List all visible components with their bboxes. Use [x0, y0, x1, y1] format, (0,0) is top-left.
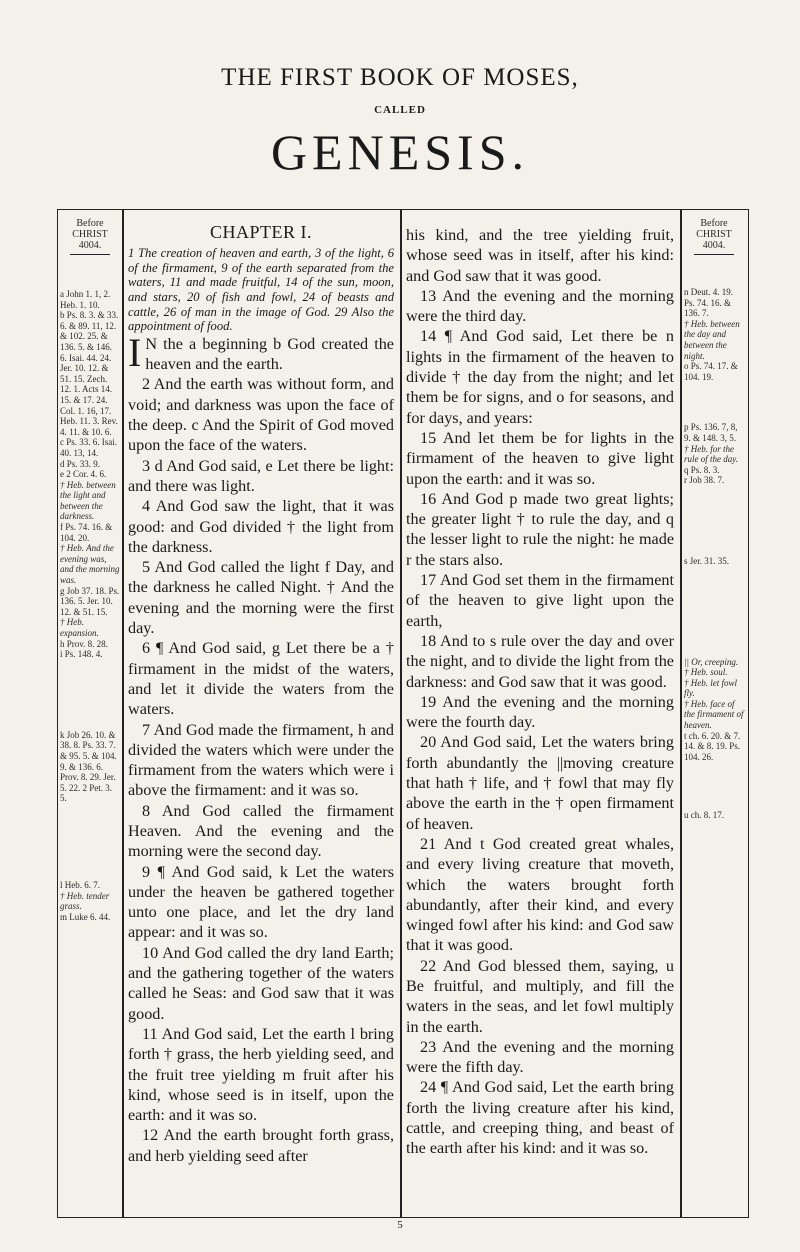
chapter-title: CHAPTER I.	[209, 222, 312, 242]
chapter-summary: 1 The creation of heaven and earth, 3 of the light, 6 of the firmament, 9 of the earth separated from the waters, 11 and made fruitful, 14 of the sun, moon, and stars, 20 of fish and fowl, 24 of beasts and cattle, 26 of man in the image of God. 29 Also the appointment of food.	[128, 246, 394, 334]
margin-ref: m Luke 6. 44.	[60, 911, 111, 922]
verse: 12 And the earth brought forth grass, and herb yielding seed after	[128, 1126, 394, 1165]
right-margin-notes	[684, 214, 744, 821]
margin-ref: p Ps. 136. 7, 8, 9. & 148. 3, 5.	[684, 422, 738, 443]
genesis-heading: GENESIS.	[270, 124, 530, 180]
verse: 24 ¶ And God said, Let the earth bring forth the living creature after his kind, cattle, and creeping thing, and beast of the earth after his kind: and it was so.	[406, 1078, 674, 1158]
margin-ref: i Ps. 148. 4.	[60, 649, 103, 660]
verse: 10 And God called the dry land Earth; and the gathering together of the waters called he Seas: and God saw that it was good.	[128, 943, 394, 1023]
called-label: CALLED	[374, 104, 426, 116]
margin-ref: † Heb. And the evening was, and the morning was.	[60, 543, 120, 586]
margin-ref: g Job 37. 18. Ps. 136. 5. Jer. 10. 12. & 51. 15.	[60, 585, 120, 617]
margin-ref: † Heb. face of the firmament of heaven.	[684, 698, 744, 731]
verse: 11 And God said, Let the earth l bring forth † grass, the herb yielding seed, and the fruit tree yielding m fruit after his kind, whose seed is in itself, upon the earth: and it was so.	[128, 1024, 394, 1125]
verse: 3 d And God said, e Let there be light: and there was light.	[128, 456, 394, 495]
margin-ref: † Heb. between the day and between the night.	[684, 318, 740, 361]
margin-ref: d Ps. 33. 9.	[60, 458, 101, 469]
column-divider	[400, 209, 402, 1218]
margin-ref: q Ps. 8. 3.	[684, 464, 720, 475]
right-margin-date: Before CHRIST 4004.	[684, 218, 744, 255]
verse: 6 ¶ And God said, g Let there be a † firmament in the midst of the waters, and let it divide the waters from the waters.	[128, 639, 394, 719]
verse: 15 And let them be for lights in the firmament of the heaven to give light upon the earth: and it was so.	[406, 428, 674, 488]
verse: 21 And t God created great whales, and every living creature that moveth, which the waters brought forth abundantly, after their kind, and every winged fowl after his kind: and God saw that it was good.	[406, 834, 674, 955]
left-margin-divider	[122, 209, 124, 1218]
page-number: 5	[397, 1219, 403, 1231]
right-text-column	[406, 225, 674, 1159]
verse: 8 And God called the firmament Heaven. And the evening and the morning were the second day.	[128, 801, 394, 861]
margin-ref: l Heb. 6. 7.	[60, 879, 100, 890]
margin-ref: t ch. 6. 20. & 7. 14. & 8. 19. Ps. 104. 26.	[684, 730, 741, 762]
verse: 23 And the evening and the morning were the fifth day.	[406, 1037, 674, 1077]
verse: 7 And God made the firmament, h and divided the waters which were under the firmament from the waters which were i above the firmament: and it was so.	[128, 720, 394, 800]
verse: 16 And God p made two great lights; the greater light † to rule the day, and q the lesser light to rule the night: he made r the stars also.	[406, 489, 674, 569]
margin-ref: † Heb. let fowl fly.	[684, 677, 737, 699]
verse: 22 And God blessed them, saying, u Be fruitful, and multiply, and fill the waters in the seas, and let fowl multiply in the earth.	[406, 956, 674, 1036]
margin-ref: s Jer. 31. 35.	[684, 555, 729, 566]
margin-ref: † Heb. between the light and between the darkness.	[60, 479, 116, 522]
margin-ref: || Or, creeping.	[684, 656, 739, 667]
margin-ref: k Job 26. 10. & 38. 8. Ps. 33. 7. & 95. 5. & 104. 9. & 136. 6. Prov. 8. 29. Jer. 5. 22. 2 Pet. 3. 5.	[60, 729, 117, 804]
margin-ref: n Deut. 4. 19. Ps. 74. 16. & 136. 7.	[684, 287, 733, 319]
margin-ref: a John 1. 1, 2. Heb. 1. 10.	[60, 289, 111, 310]
left-margin-notes	[60, 214, 120, 922]
verse: I N the a beginning b God created the heaven and the earth.	[128, 329, 394, 375]
verse: 18 And to s rule over the day and over the night, and to divide the light from the darkness: and God saw that it was good.	[406, 631, 674, 691]
margin-ref: † Heb. for the rule of the day.	[684, 443, 738, 465]
verse: 5 And God called the light f Day, and the darkness he called Night. † And the evening and the morning were the first day.	[128, 558, 394, 638]
verse: 20 And God said, Let the waters bring forth abundantly the ||moving creature that hath † life, and † fowl that may fly above the earth in the † open firmament of heaven.	[406, 733, 674, 833]
margin-ref: † Heb. soul.	[684, 667, 728, 678]
verse: 17 And God set them in the firmament of the heaven to give light upon the earth,	[406, 571, 674, 630]
drop-cap: I	[128, 329, 142, 375]
margin-ref: u ch. 8. 17.	[684, 810, 724, 821]
verse: 4 And God saw the light, that it was good: and God divided † the light from the darkness.	[128, 497, 394, 556]
margin-ref: h Prov. 8. 28.	[60, 638, 108, 649]
book-title: THE FIRST BOOK OF MOSES,	[221, 64, 579, 91]
verse: 19 And the evening and the morning were the fourth day.	[406, 692, 674, 732]
margin-ref: † Heb. expansion.	[60, 617, 99, 638]
verse: 14 ¶ And God said, Let there be n lights in the firmament of the heaven to divide † the day from the night; and let them be for signs, and o for seasons, and for days, and years:	[406, 327, 674, 427]
verse: 9 ¶ And God said, k Let the waters under the heaven be gathered together unto one place, and let the dry land appear: and it was so.	[128, 862, 394, 942]
left-text-column	[128, 222, 394, 1166]
margin-ref: c Ps. 33. 6. Isai. 40. 13, 14.	[60, 437, 117, 458]
right-margin-divider	[680, 209, 682, 1218]
margin-ref: f Ps. 74. 16. & 104. 20.	[60, 522, 113, 543]
margin-ref: o Ps. 74. 17. & 104. 19.	[684, 361, 738, 382]
margin-ref: e 2 Cor. 4. 6.	[60, 469, 107, 480]
verse: his kind, and the tree yielding fruit, whose seed was in itself, after his kind: and God saw that it was good.	[406, 226, 674, 285]
verse: 2 And the earth was without form, and void; and darkness was upon the face of the deep. c And the Spirit of God moved upon the face of the waters.	[128, 375, 394, 455]
verse: 13 And the evening and the morning were the third day.	[406, 286, 674, 326]
margin-ref: r Job 38. 7.	[684, 475, 725, 486]
margin-ref: b Ps. 8. 3. & 33. 6. & 89. 11, 12. & 102. 25. & 136. 5. & 146. 6. Isai. 44. 24. Jer. 10. 12. & 51. 15. Zech. 12. 1. Acts 14. 15. & 17. 24. Col. 1. 16, 17. Heb. 11. 3. Rev. 4. 11. & 10. 6.	[60, 310, 119, 437]
left-margin-date: Before CHRIST 4004.	[60, 218, 120, 255]
margin-ref: † Heb. tender grass.	[60, 890, 110, 912]
